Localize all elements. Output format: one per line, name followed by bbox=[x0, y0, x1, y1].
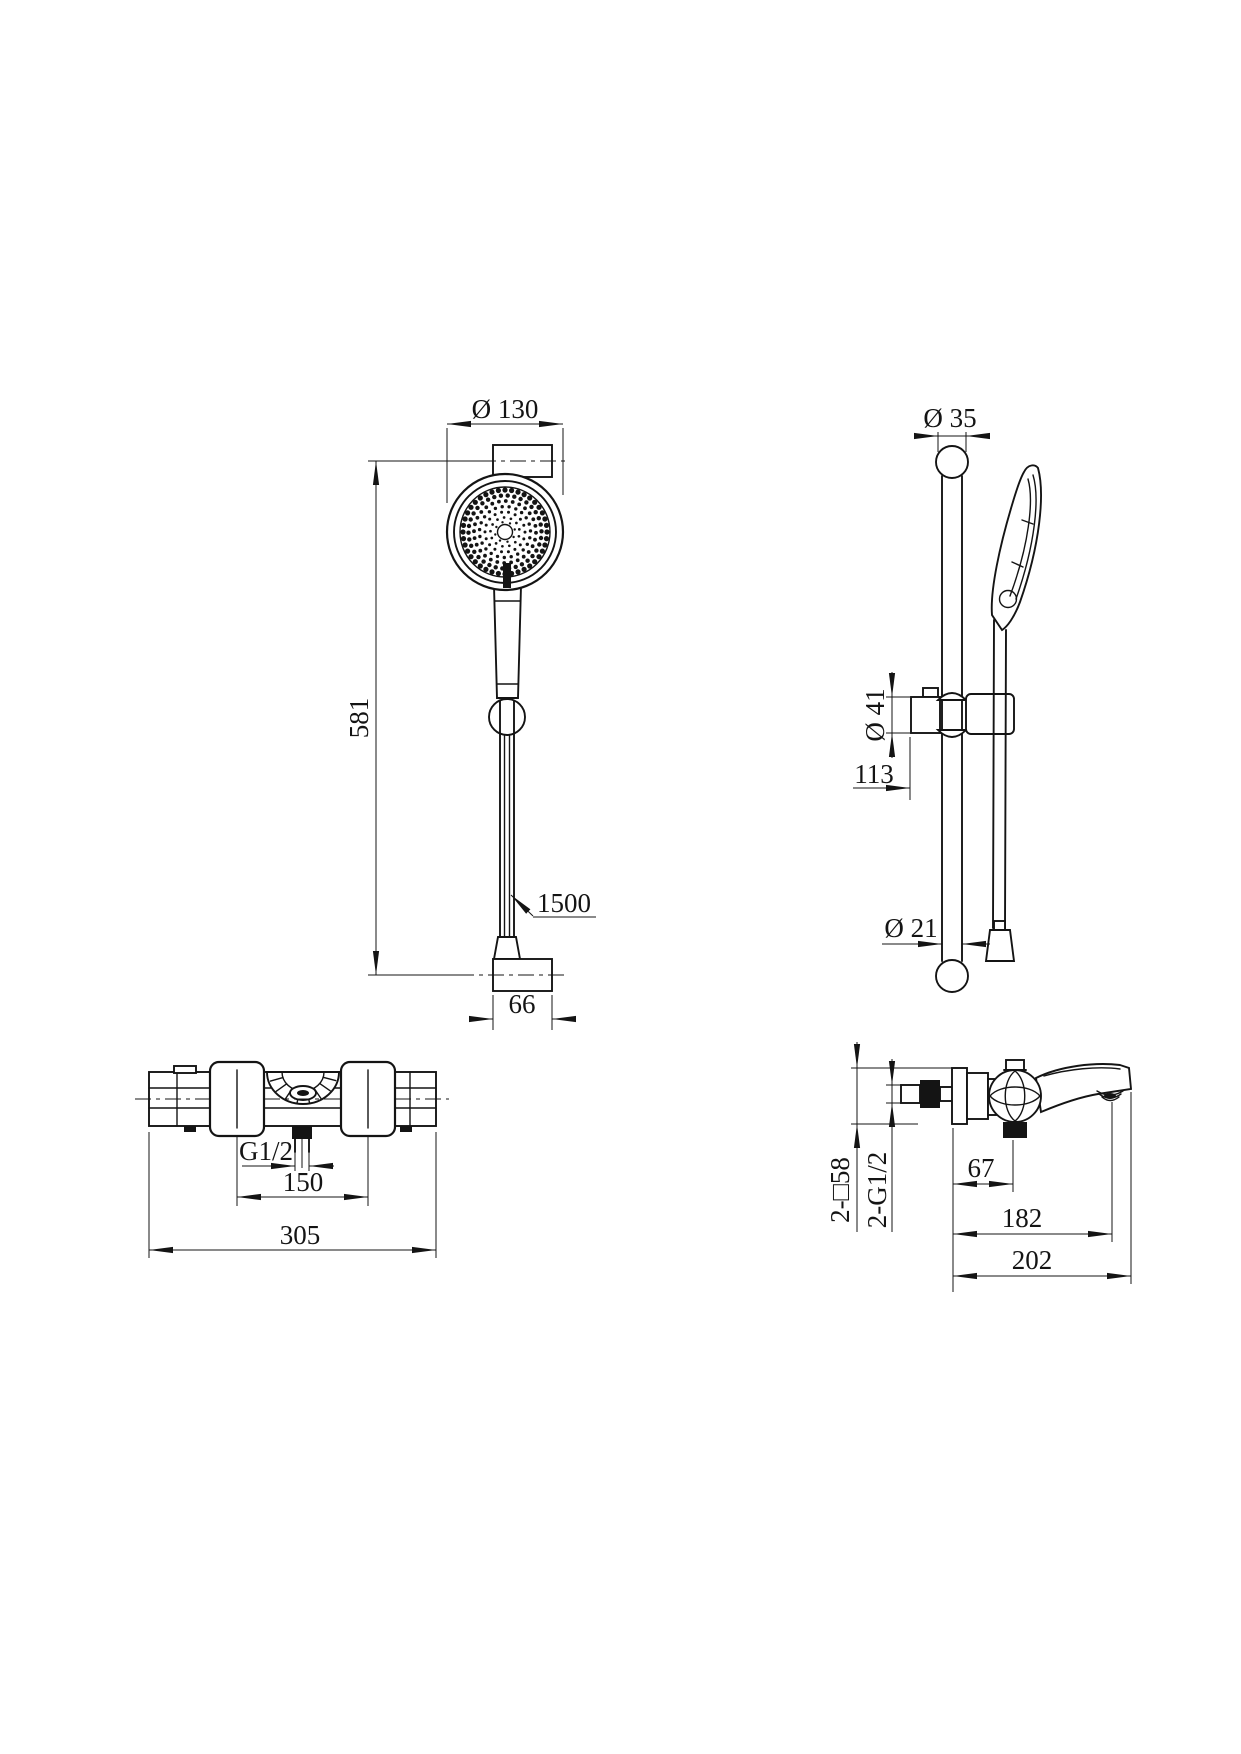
dim-label: 1500 bbox=[537, 888, 591, 918]
dim-label: 67 bbox=[967, 1153, 995, 1183]
dim-label: 2-G1/2 bbox=[862, 1151, 892, 1229]
dim-bracket-width bbox=[469, 989, 576, 1030]
dim-label: Ø 130 bbox=[471, 394, 539, 424]
dim-label: 150 bbox=[282, 1167, 324, 1197]
face-index-tick bbox=[503, 563, 511, 588]
cartridge-housing bbox=[967, 1073, 988, 1119]
dim-label: 2-□58 bbox=[825, 1157, 855, 1223]
dim-label: Ø 21 bbox=[884, 913, 938, 943]
ball-valve-body bbox=[989, 1070, 1041, 1122]
inlet-nut bbox=[920, 1080, 940, 1108]
dim-wall-offset bbox=[853, 737, 910, 800]
dim-label: 66 bbox=[508, 989, 536, 1019]
ball-bottom-nut bbox=[1003, 1122, 1027, 1138]
ball-top-cap bbox=[1006, 1060, 1024, 1070]
view-mixer-side bbox=[825, 1042, 1131, 1292]
dim-label: 581 bbox=[344, 697, 374, 739]
inlet-thread bbox=[901, 1085, 920, 1103]
view-handshower-front bbox=[344, 394, 596, 1030]
view-slidebar-side bbox=[853, 403, 1041, 992]
hose-end-cone bbox=[986, 930, 1014, 961]
dim-label: G1/2 bbox=[239, 1136, 293, 1166]
escutcheon-flange bbox=[952, 1068, 967, 1124]
spout bbox=[1036, 1064, 1131, 1112]
bar-top-cap bbox=[936, 446, 968, 478]
dim-bar-diameter bbox=[882, 913, 990, 944]
dim-outlet-thread bbox=[239, 1136, 334, 1171]
dim-label: 305 bbox=[279, 1220, 321, 1250]
view-mixer-front bbox=[135, 1062, 449, 1258]
hose-connector bbox=[494, 937, 520, 959]
ball-joint bbox=[489, 699, 525, 735]
dim-label: 182 bbox=[1001, 1203, 1043, 1233]
dim-label: Ø 41 bbox=[860, 688, 890, 742]
shower-handle bbox=[494, 586, 521, 698]
bar-bottom-cap bbox=[936, 960, 968, 992]
dim-label: 202 bbox=[1011, 1245, 1053, 1275]
dim-label: Ø 35 bbox=[923, 403, 977, 433]
dim-label: 113 bbox=[854, 759, 894, 789]
dim-overall-height bbox=[344, 461, 376, 975]
dim-cap-diameter bbox=[914, 403, 990, 452]
dim-hose-length bbox=[511, 888, 596, 918]
dim-spout-reach bbox=[953, 1092, 1131, 1284]
